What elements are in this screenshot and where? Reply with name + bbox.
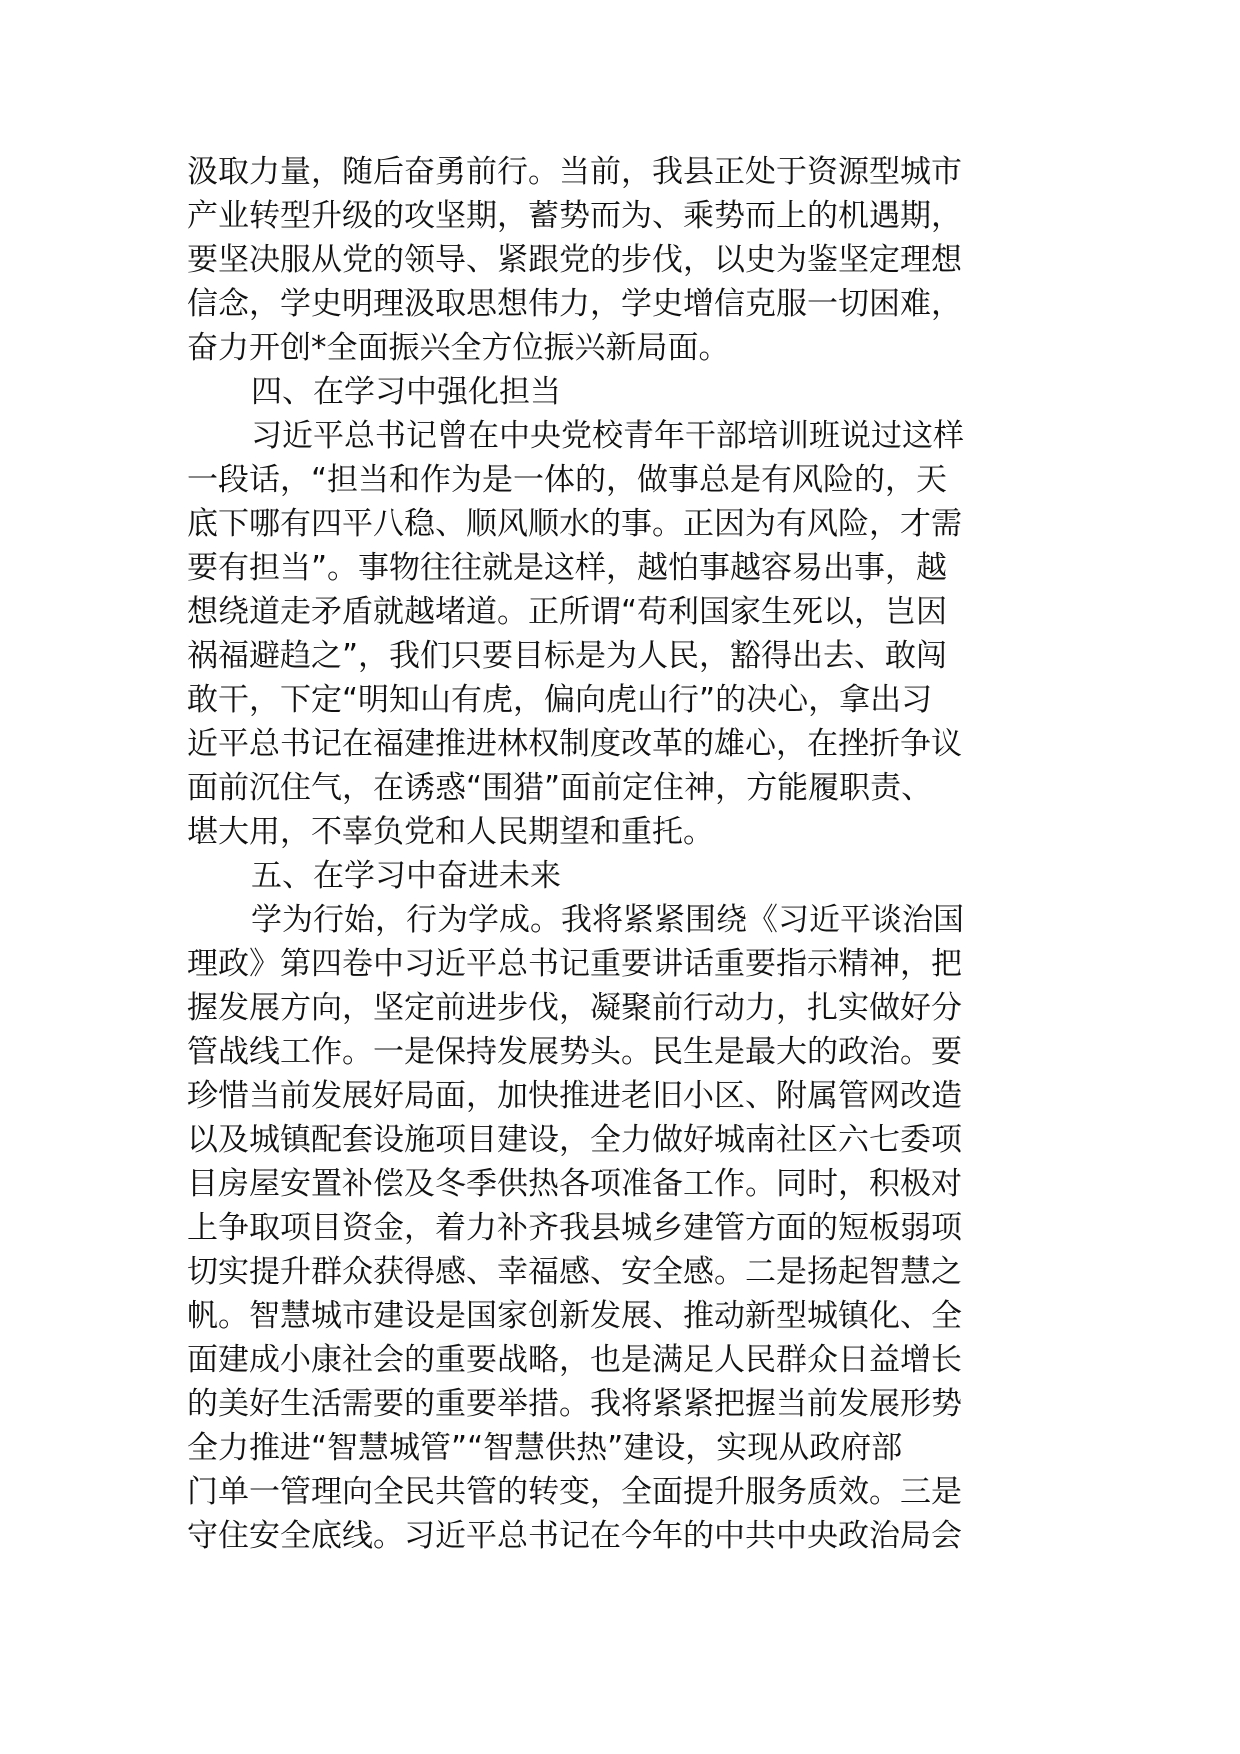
text-line: 一段话，“担当和作为是一体的，做事总是有风险的，天 (187, 462, 948, 498)
text-line: 面前沉住气，在诱惑“围猎”面前定住神，方能履职责、 (187, 770, 933, 806)
text-line: 祸福避趋之”，我们只要目标是为人民，豁得出去、敢闯 (187, 638, 948, 674)
text-line: 要有担当”。事物往往就是这样，越怕事越容易出事，越 (187, 550, 948, 586)
text-line: 信念，学史明理汲取思想伟力，学史增信克服一切困难， (187, 286, 962, 322)
text-line: 上争取项目资金，着力补齐我县城乡建管方面的短板弱项 (187, 1210, 962, 1246)
text-line: 全力推进“智慧城管”“智慧供热”建设，实现从政府部 (187, 1430, 903, 1466)
text-line: 握发展方向，坚定前进步伐，凝聚前行动力，扎实做好分 (187, 990, 962, 1026)
text-line: 汲取力量，随后奋勇前行。当前，我县正处于资源型城市 (187, 154, 962, 190)
text-line: 要坚决服从党的领导、紧跟党的步伐，以史为鉴坚定理想 (187, 242, 962, 278)
text-line: 敢干，下定“明知山有虎，偏向虎山行”的决心，拿出习 (187, 682, 933, 718)
text-line: 堪大用，不辜负党和人民期望和重托。 (187, 814, 714, 850)
text-line: 想绕道走矛盾就越堵道。正所谓“苟利国家生死以，岂因 (187, 594, 948, 630)
paragraph-start-line: 四、在学习中强化担当 (251, 374, 561, 410)
text-line: 的美好生活需要的重要举措。我将紧紧把握当前发展形势 (187, 1386, 962, 1422)
text-line: 目房屋安置补偿及冬季供热各项准备工作。同时，积极对 (187, 1166, 962, 1202)
paragraph-start-line: 学为行始，行为学成。我将紧紧围绕《习近平谈治国 (251, 902, 964, 938)
text-line: 理政》第四卷中习近平总书记重要讲话重要指示精神，把 (187, 946, 962, 982)
paragraph-start-line: 五、在学习中奋进未来 (251, 858, 561, 894)
body-text (187, 150, 1057, 1558)
text-line: 面建成小康社会的重要战略，也是满足人民群众日益增长 (187, 1342, 962, 1378)
text-line: 产业转型升级的攻坚期，蓄势而为、乘势而上的机遇期， (187, 198, 962, 234)
text-line: 以及城镇配套设施项目建设，全力做好城南社区六七委项 (187, 1122, 962, 1158)
text-line: 奋力开创*全面振兴全方位振兴新局面。 (187, 330, 730, 366)
text-line: 门单一管理向全民共管的转变，全面提升服务质效。三是 (187, 1474, 962, 1510)
text-line: 切实提升群众获得感、幸福感、安全感。二是扬起智慧之 (187, 1254, 962, 1290)
paragraph-start-line: 习近平总书记曾在中央党校青年干部培训班说过这样 (251, 418, 964, 454)
text-line: 珍惜当前发展好局面，加快推进老旧小区、附属管网改造 (187, 1078, 962, 1114)
text-line: 守住安全底线。习近平总书记在今年的中共中央政治局会 (187, 1518, 962, 1554)
text-line: 底下哪有四平八稳、顺风顺水的事。正因为有风险，才需 (187, 506, 962, 542)
text-line: 管战线工作。一是保持发展势头。民生是最大的政治。要 (187, 1034, 962, 1070)
text-line: 帆。智慧城市建设是国家创新发展、推动新型城镇化、全 (187, 1298, 962, 1334)
text-line: 近平总书记在福建推进林权制度改革的雄心，在挫折争议 (187, 726, 962, 762)
